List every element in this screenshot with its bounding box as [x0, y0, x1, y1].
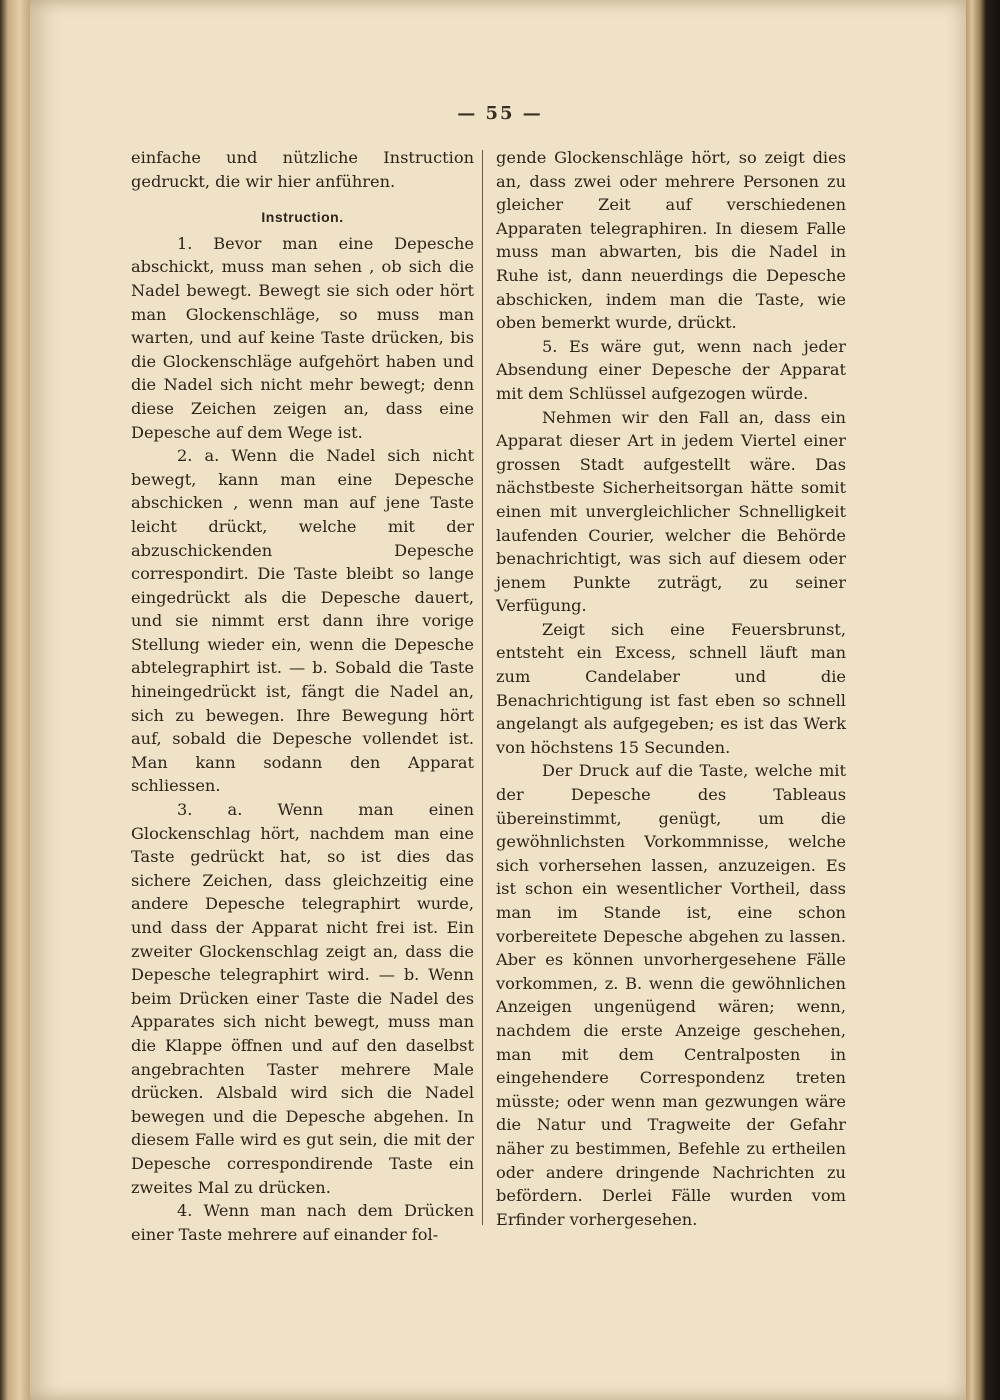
right-paragraph-fire: Zeigt sich eine Feuersbrunst, entsteht ein Excess, schnell läuft man zum Candelaber und die Benachrichtigung ist fast eben so schnell angelangt als aufgegeben; es ist das Werk von höchstens 15 Secunden. [496, 619, 846, 757]
left-paragraph-item-4: 4. Wenn man nach dem Drücken einer Taste mehrere auf einander fol- [131, 1201, 474, 1244]
page-right-edge [966, 0, 1000, 1400]
right-paragraph-item-5: 5. Es wäre gut, wenn nach jeder Absendung einer Depesche der Apparat mit dem Schlüssel aufgezogen würde. [496, 336, 846, 403]
left-paragraph-item-1: 1. Bevor man eine Depesche abschickt, muss man sehen , ob sich die Nadel bewegt. Bewegt sie sich oder hört man Glockenschläge, so muss man warten, und auf keine Taste drücken, bis die Glockenschläge aufgehört haben und die Nadel sich nicht mehr bewegt; denn diese Zeichen zeigen an, dass eine Depesche auf dem Wege ist. [131, 233, 474, 442]
right-paragraph-continuation: gende Glockenschläge hört, so zeigt dies an, dass zwei oder mehrere Personen zu gleicher Zeit auf verschiedenen Apparaten telegraphiren. In diesem Falle muss man abwarten, bis die Nadel in Ruhe ist, dann neuerdings die Depesche abschicken, indem man die Taste, wie oben bemerkt wurde, drückt. [496, 148, 846, 333]
right-paragraph-courier: Nehmen wir den Fall an, dass ein Apparat dieser Art in jedem Viertel einer grossen Stadt aufgestellt wäre. Das nächstbeste Sicherheitsorgan hätte somit einen mit unvergleichlicher Schnelligkeit laufenden Courier, welcher die Behörde benachrichtigt, was sich auf diesem oder jenem Punkte zuträgt, zu seiner Verfügung. [496, 407, 846, 616]
page-number: — 55 — [457, 103, 543, 124]
book-page [30, 0, 970, 1400]
right-paragraph-taste: Der Druck auf die Taste, welche mit der Depesche des Tableaus übereinstimmt, genügt, um die gewöhnlichsten Vorkommnisse, welche sich vorhersehen lassen, anzuzeigen. Es ist schon ein wesentlicher Vortheil, dass man im Stande ist, eine schon vorbereitete Depesche abgehen zu lassen. Aber es können unvorhergesehene Fälle vorkommen, z. B. wenn die gewöhnlichen Anzeigen ungenügend wären; wenn, nachdem die erste Anzeige geschehen, man mit dem Centralposten in eingehendere Correspondenz treten müsste; oder wenn man gezwungen wäre die Natur und Tragweite der Gefahr näher zu bestimmen, Befehle zu ertheilen oder andere dringende Nachrichten zu befördern. Derlei Fälle wurden vom Erfinder vorhergesehen. [496, 761, 846, 1229]
section-heading: Instruction. [261, 209, 344, 226]
right-column [496, 146, 846, 1231]
left-column [131, 146, 474, 1246]
column-divider [482, 150, 483, 1225]
left-paragraph-intro: einfache und nützliche Instruction gedruckt, die wir hier anführen. [131, 148, 474, 191]
left-paragraph-item-2: 2. a. Wenn die Nadel sich nicht bewegt, kann man eine Depesche abschicken , wenn man auf jene Taste leicht drückt, welche mit der abzuschickenden Depesche correspondirt. Die Taste bleibt so lange eingedrückt als die Depesche dauert, und sie nimmt erst dann ihre vorige Stellung wieder ein, wenn die Depesche abtelegraphirt ist. — b. Sobald die Taste hineingedrückt ist, fängt die Nadel an, sich zu bewegen. Ihre Bewegung hört auf, sobald die Depesche vollendet ist. Man kann sodann den Apparat schliessen. [131, 446, 474, 796]
adjacent-page-edge [0, 0, 34, 1400]
left-paragraph-item-3: 3. a. Wenn man einen Glockenschlag hört, nachdem man eine Taste gedrückt hat, so ist dies das sichere Zeichen, dass gleichzeitig eine andere Depesche telegraphirt wurde, und dass der Apparat nicht frei ist. Ein zweiter Glockenschlag zeigt an, dass die Depesche telegraphirt wird. — b. Wenn beim Drücken einer Taste die Nadel des Apparates sich nicht bewegt, muss man die Klappe öffnen und auf den daselbst angebrachten Taster mehrere Male drücken. Alsbald wird sich die Nadel bewegen und die Depesche abgehen. In diesem Falle wird es gut sein, die mit der Depesche correspondirende Taste ein zweites Mal zu drücken. [131, 800, 474, 1197]
